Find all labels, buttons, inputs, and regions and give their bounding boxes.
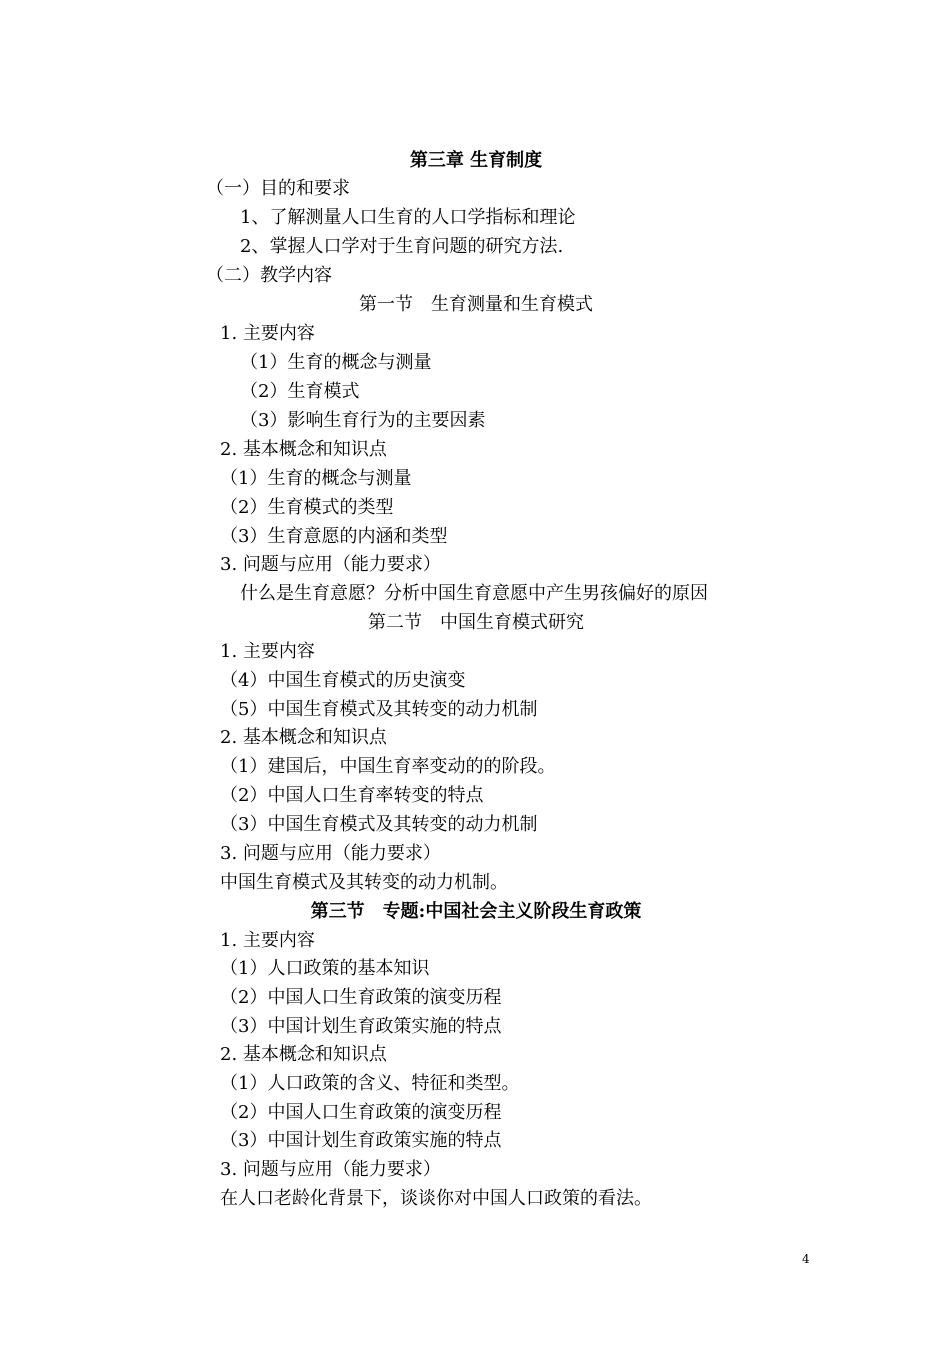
part2-question: 中国生育模式及其转变的动力机制。: [220, 872, 508, 893]
part3-main-item: （2）中国人口生育政策的演变历程: [220, 987, 502, 1008]
part3-concept-item: （3）中国计划生育政策实施的特点: [220, 1130, 502, 1151]
part3-main-item: （3）中国计划生育政策实施的特点: [220, 1016, 502, 1037]
part2-concepts-heading: 2. 基本概念和知识点: [220, 727, 387, 748]
part1-concept-item: （3）生育意愿的内涵和类型: [220, 526, 448, 547]
part2-main-heading: 1. 主要内容: [220, 641, 315, 662]
part1-main-item: （3）影响生育行为的主要因素: [240, 410, 486, 431]
requirement-item: 2、掌握人口学对于生育问题的研究方法.: [240, 236, 564, 257]
chapter-title: 第三章 生育制度: [409, 150, 543, 171]
page-number: 4: [802, 1252, 810, 1266]
part1-concept-item: （2）生育模式的类型: [220, 497, 394, 518]
part2-title: 第二节 中国生育模式研究: [368, 612, 584, 633]
part1-main-item: （1）生育的概念与测量: [240, 352, 432, 373]
part2-questions-heading: 3. 问题与应用（能力要求）: [220, 843, 441, 864]
part3-main-item: （1）人口政策的基本知识: [220, 958, 430, 979]
part2-concept-item: （2）中国人口生育率转变的特点: [220, 785, 484, 806]
part3-concept-item: （2）中国人口生育政策的演变历程: [220, 1102, 502, 1123]
part3-main-heading: 1. 主要内容: [220, 930, 315, 951]
part1-main-heading: 1. 主要内容: [220, 323, 315, 344]
part1-question: 什么是生育意愿？分析中国生育意愿中产生男孩偏好的原因: [240, 583, 708, 604]
section-header-content: （二）教学内容: [206, 265, 332, 286]
part3-question: 在人口老龄化背景下，谈谈你对中国人口政策的看法。: [220, 1188, 652, 1209]
part1-title: 第一节 生育测量和生育模式: [359, 294, 593, 315]
part3-concept-item: （1）人口政策的含义、特征和类型。: [220, 1073, 520, 1094]
part3-concepts-heading: 2. 基本概念和知识点: [220, 1044, 387, 1065]
part2-concept-item: （1）建国后，中国生育率变动的的阶段。: [220, 756, 556, 777]
part2-main-item: （4）中国生育模式的历史演变: [220, 670, 466, 691]
part3-questions-heading: 3. 问题与应用（能力要求）: [220, 1159, 441, 1180]
part1-concepts-heading: 2. 基本概念和知识点: [220, 439, 387, 460]
part2-main-item: （5）中国生育模式及其转变的动力机制: [220, 699, 538, 720]
section-header-goals: （一）目的和要求: [206, 178, 350, 199]
requirement-item: 1、了解测量人口生育的人口学指标和理论: [240, 207, 576, 228]
part1-concept-item: （1）生育的概念与测量: [220, 468, 412, 489]
part1-main-item: （2）生育模式: [240, 381, 360, 402]
part2-concept-item: （3）中国生育模式及其转变的动力机制: [220, 814, 538, 835]
part3-title: 第三节 专题:中国社会主义阶段生育政策: [310, 901, 642, 922]
part1-questions-heading: 3. 问题与应用（能力要求）: [220, 554, 441, 575]
